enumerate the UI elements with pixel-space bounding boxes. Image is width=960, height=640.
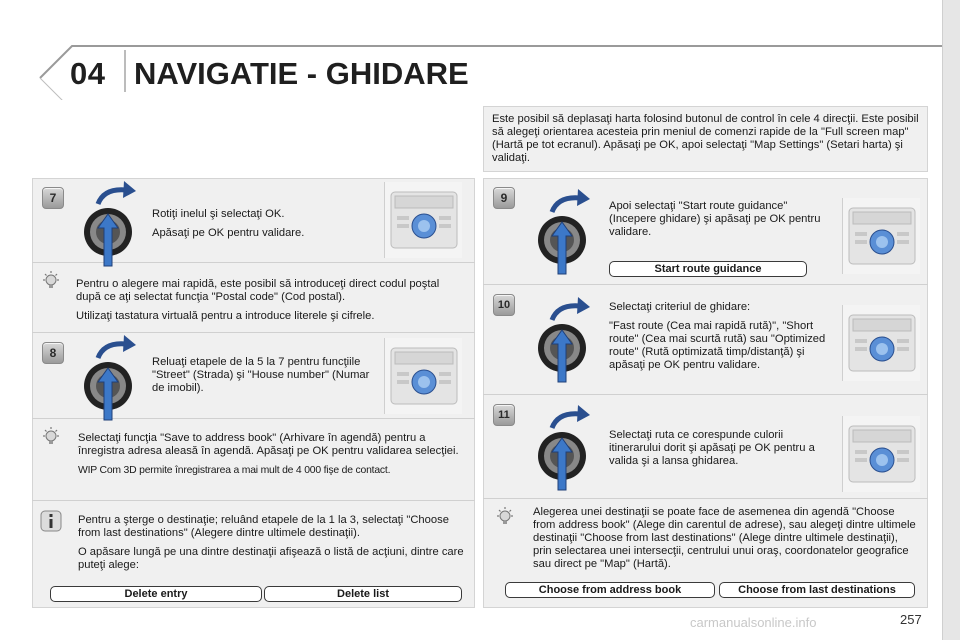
start-route-guidance-button[interactable]: Start route guidance	[609, 261, 807, 277]
step-badge-11: 11	[493, 404, 515, 426]
tip-postal-code-p2: Utilizaţi tastatura virtuală pentru a introduce literele şi cifrele.	[76, 310, 375, 322]
lightbulb-icon	[494, 506, 516, 528]
info-icon	[40, 510, 62, 532]
chapter-number: 04	[70, 56, 106, 91]
page-edge-rail	[942, 0, 960, 640]
control-knob-icon	[68, 176, 158, 276]
radio-unit-thumbnail	[384, 338, 462, 414]
tip-postal-code-p1: Pentru o alegere mai rapidă, este posibil să introduceţi direct codul poştal după ce aţi selectat funcţia "Postal code" (Cod postal).	[76, 278, 440, 303]
control-knob-icon	[522, 292, 612, 392]
step-11-text: Selectaţi ruta ce corespunde culorii itinerarului dorit şi apăsaţi pe OK pentru a valida şi a lansa ghidarea.	[609, 429, 815, 467]
choose-from-last-destinations-button[interactable]: Choose from last destinations	[719, 582, 915, 598]
info-delete-destination-p1: Pentru a şterge o destinaţie; reluând etapele de la 1 la 3, selectaţi "Choose from last destinations" (Alegere dintre ultimele destinaţii).	[78, 514, 449, 539]
step-10-p2: "Fast route (Cea mai rapidă rută)", "Short route" (Cea mai scurtă rută) sau "Optimized route" (Rută optimizată timp/distanţă) şi apăsaţi pe OK pentru validare.	[609, 320, 826, 371]
step-7-line-2: Apăsaţi pe OK pentru validare.	[152, 227, 305, 239]
step-10-p1: Selectaţi criteriul de ghidare:	[609, 301, 751, 313]
control-knob-icon	[522, 184, 612, 284]
page-number: 257	[900, 612, 922, 627]
radio-unit-thumbnail	[842, 305, 920, 381]
choose-from-address-book-button[interactable]: Choose from address book	[505, 582, 715, 598]
tip-destination-options: Alegerea unei destinaţii se poate face de asemenea din agendă "Choose from address book" (Alege din carentul de adrese), sau alegeţi dintre ultimele destinaţii "Choose from last destinations" (Alege dintre ultimele destinaţii), prin selectarea unei intersecţii, centrului unui oraş, coordonatelor geografice sau direct pe "Map" (Hartă).	[533, 506, 916, 570]
delete-entry-button[interactable]: Delete entry	[50, 586, 262, 602]
radio-unit-icon	[843, 305, 921, 381]
radio-unit-thumbnail	[842, 198, 920, 274]
divider	[32, 500, 475, 501]
step-10-text	[609, 301, 831, 372]
radio-unit-icon	[385, 182, 463, 258]
radio-unit-icon	[843, 198, 921, 274]
step-9-text: Apoi selectaţi "Start route guidance" (Incepere ghidare) şi apăsaţi pe OK pentru validare.	[609, 200, 821, 238]
step-7-line-1: Rotiţi inelul şi selectaţi OK.	[152, 208, 285, 220]
step-7-text	[152, 208, 372, 240]
step-badge-9: 9	[493, 187, 515, 209]
radio-unit-icon	[385, 338, 463, 414]
step-badge-10: 10	[493, 294, 515, 316]
tip-postal-code	[76, 278, 466, 323]
step-badge-8: 8	[42, 342, 64, 364]
tip-address-book	[78, 432, 468, 477]
step-8-text: Reluaţi etapele de la 5 la 7 pentru funcţiile "Street" (Strada) şi "House number" (Numar de imobil).	[152, 356, 370, 394]
control-knob-icon	[68, 330, 158, 430]
lightbulb-icon	[40, 270, 62, 292]
radio-unit-thumbnail	[384, 182, 462, 258]
radio-unit-thumbnail	[842, 416, 920, 492]
info-delete-destination-p2: O apăsare lungă pe una dintre destinaţii afişează o listă de acţiuni, dintre care puteţi alege:	[78, 546, 464, 571]
control-knob-icon	[522, 400, 612, 500]
delete-list-button[interactable]: Delete list	[264, 586, 462, 602]
info-delete-destination	[78, 514, 468, 572]
page-header	[0, 0, 960, 100]
lightbulb-icon	[40, 426, 62, 448]
intro-note: Este posibil să deplasaţi harta folosind butonul de control în cele 4 direcţii. Este posibil să alegeţi orientarea acesteia prin meniul de comenzi rapide de la "Full screen map" (Hartă pe tot ecranul). Apăsaţi pe OK, apoi selectaţi "Map Settings" (Setari harta) şi validaţi.	[483, 106, 928, 172]
tip-address-book-p1: Selectaţi funcţia "Save to address book" (Arhivare în agendă) pentru a înregistra adresa aleasă în agendă. Apăsaţi pe OK pentru validarea selecţiei.	[78, 432, 459, 457]
page-title: NAVIGATIE - GHIDARE	[134, 56, 469, 91]
divider	[483, 394, 928, 395]
watermark: carmanualsonline.info	[690, 615, 817, 630]
divider	[483, 284, 928, 285]
tip-address-book-p2: WIP Com 3D permite înregistrarea a mai mult de 4 000 fişe de contact.	[78, 465, 391, 476]
step-badge-7: 7	[42, 187, 64, 209]
radio-unit-icon	[843, 416, 921, 492]
